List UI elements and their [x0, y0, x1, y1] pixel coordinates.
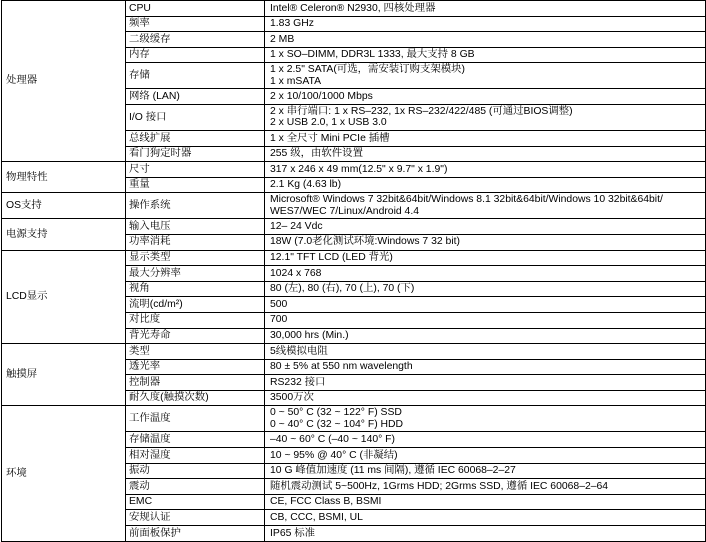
spec-value: [265, 344, 706, 360]
spec-name: 存储: [126, 63, 265, 89]
spec-name: 看门狗定时器: [126, 146, 265, 162]
spec-value: [265, 130, 706, 146]
spec-name: 功率消耗: [126, 234, 265, 250]
spec-value: [265, 193, 706, 219]
spec-value-line: 2 x USB 2.0, 1 x USB 3.0: [270, 117, 387, 129]
spec-name: 对比度: [126, 312, 265, 328]
spec-value-line: WES7/WEC 7/Linux/Android 4.4: [270, 205, 420, 217]
spec-name: 频率: [126, 16, 265, 32]
spec-name: 前面板保护: [126, 526, 265, 542]
spec-value: [265, 63, 706, 89]
spec-value-line: Intel® Celeron® N2930, 四核处理器: [270, 2, 436, 14]
spec-value-line: 18W (7.0老化测试环境:Windows 7 32 bit): [270, 236, 460, 248]
spec-value-line: 317 x 246 x 49 mm(12.5" x 9.7" x 1.9"): [270, 163, 448, 175]
spec-name: 内存: [126, 47, 265, 63]
spec-value-line: 10 G 峰值加速度 (11 ms 间隔), 遵循 IEC 60068–2–27: [270, 465, 516, 477]
spec-value-line: –40 ~ 60° C (–40 ~ 140° F): [270, 434, 395, 446]
spec-value-line: 2 x 串行端口: 1 x RS–232, 1x RS–232/422/485 (可通过BIOS调整): [270, 105, 573, 117]
section-category: 物理特性: [2, 162, 126, 193]
spec-value-line: 1 x mSATA: [270, 75, 321, 87]
spec-value-line: 12.1" TFT LCD (LED 背光): [270, 252, 393, 264]
spec-value: [265, 406, 706, 432]
spec-value: [265, 494, 706, 510]
spec-name: 控制器: [126, 375, 265, 391]
spec-name: CPU: [126, 1, 265, 17]
section-category: 触摸屏: [2, 344, 126, 406]
spec-value-line: 3500万次: [270, 392, 314, 404]
spec-value: [265, 177, 706, 193]
spec-value-line: 1 x 全尺寸 Mini PCIe 插槽: [270, 132, 390, 144]
spec-name: 显示类型: [126, 250, 265, 266]
spec-value-line: CB, CCC, BSMI, UL: [270, 511, 363, 523]
spec-name: 相对湿度: [126, 448, 265, 464]
spec-table: [1, 0, 706, 542]
spec-name: 工作温度: [126, 406, 265, 432]
spec-value-line: 2 x 10/100/1000 Mbps: [270, 90, 373, 102]
spec-row: [2, 193, 706, 219]
section-category: 电源支持: [2, 219, 126, 250]
spec-name: 尺寸: [126, 162, 265, 178]
spec-value-line: 30,000 hrs (Min.): [270, 330, 349, 342]
spec-value-line: 1.83 GHz: [270, 18, 314, 30]
spec-name: 存储温度: [126, 432, 265, 448]
spec-name: 振动: [126, 463, 265, 479]
spec-value-line: 5线模拟电阻: [270, 345, 328, 357]
spec-row: [2, 250, 706, 266]
spec-name: 操作系统: [126, 193, 265, 219]
spec-value-line: 700: [270, 314, 288, 326]
spec-name: 最大分辨率: [126, 266, 265, 282]
spec-value-line: 80 (左), 80 (右), 70 (上), 70 (下): [270, 283, 415, 295]
spec-value: [265, 266, 706, 282]
spec-name: 背光寿命: [126, 328, 265, 344]
spec-value-line: 255 级，由软件设置: [270, 148, 363, 160]
spec-row: [2, 219, 706, 235]
spec-value: [265, 250, 706, 266]
spec-name: I/O 接口: [126, 104, 265, 130]
spec-value-line: 随机震动测试 5~500Hz, 1Grms HDD; 2Grms SSD, 遵循 IEC 60068–2–64: [270, 480, 609, 492]
spec-row: [2, 406, 706, 432]
spec-name: 总线扩展: [126, 130, 265, 146]
spec-value: [265, 432, 706, 448]
spec-value: [265, 312, 706, 328]
spec-value: [265, 16, 706, 32]
spec-table-body: [2, 1, 706, 542]
spec-value-line: 10 ~ 95% @ 40° C (非凝结): [270, 449, 398, 461]
spec-value-line: 2.1 Kg (4.63 lb): [270, 179, 342, 191]
spec-name: 视角: [126, 281, 265, 297]
spec-value-line: 1024 x 768: [270, 267, 322, 279]
spec-value: [265, 375, 706, 391]
section-category: LCD显示: [2, 250, 126, 344]
spec-value-line: 0 ~ 40° C (32 ~ 104° F) HDD: [270, 418, 404, 430]
spec-value: [265, 463, 706, 479]
spec-name: 透光率: [126, 359, 265, 375]
spec-value-line: Microsoft® Windows 7 32bit&64bit/Windows 8.1 32bit&64bit/Windows 10 32bit&64bit/: [270, 194, 663, 206]
spec-name: 震动: [126, 479, 265, 495]
spec-row: [2, 1, 706, 17]
spec-name: 安规认证: [126, 510, 265, 526]
spec-value: [265, 104, 706, 130]
spec-row: [2, 344, 706, 360]
spec-value: [265, 297, 706, 313]
spec-name: 网络 (LAN): [126, 89, 265, 105]
spec-name: 重量: [126, 177, 265, 193]
spec-name: 类型: [126, 344, 265, 360]
spec-value: [265, 146, 706, 162]
spec-row: [2, 162, 706, 178]
spec-value: [265, 359, 706, 375]
spec-value-line: 0 ~ 50° C (32 ~ 122° F) SSD: [270, 407, 402, 419]
spec-name: EMC: [126, 494, 265, 510]
spec-value: [265, 32, 706, 48]
spec-value: [265, 89, 706, 105]
spec-name: 耐久度(触摸次数): [126, 390, 265, 406]
spec-value: [265, 479, 706, 495]
spec-value-line: RS232 接口: [270, 376, 326, 388]
spec-value-line: 500: [270, 298, 288, 310]
spec-value-line: 2 MB: [270, 33, 295, 45]
spec-value: [265, 390, 706, 406]
spec-value: [265, 47, 706, 63]
spec-value-line: 80 ± 5% at 550 nm wavelength: [270, 361, 413, 373]
spec-value: [265, 219, 706, 235]
spec-value-line: 1 x SO–DIMM, DDR3L 1333, 最大支持 8 GB: [270, 49, 475, 61]
spec-value: [265, 448, 706, 464]
spec-value-line: 1 x 2.5" SATA(可选，需安装订购支架模块): [270, 64, 465, 76]
section-category: 环境: [2, 406, 126, 541]
spec-value-line: IP65 标准: [270, 527, 316, 539]
spec-value: [265, 328, 706, 344]
spec-name: 流明(cd/m²): [126, 297, 265, 313]
section-category: 处理器: [2, 1, 126, 162]
spec-value: [265, 281, 706, 297]
spec-value: [265, 234, 706, 250]
spec-value: [265, 1, 706, 17]
spec-name: 输入电压: [126, 219, 265, 235]
spec-value-line: CE, FCC Class B, BSMI: [270, 496, 382, 508]
section-category: OS支持: [2, 193, 126, 219]
spec-name: 二级缓存: [126, 32, 265, 48]
spec-value: [265, 510, 706, 526]
spec-value-line: 12– 24 Vdc: [270, 220, 323, 232]
spec-value: [265, 526, 706, 542]
spec-value: [265, 162, 706, 178]
